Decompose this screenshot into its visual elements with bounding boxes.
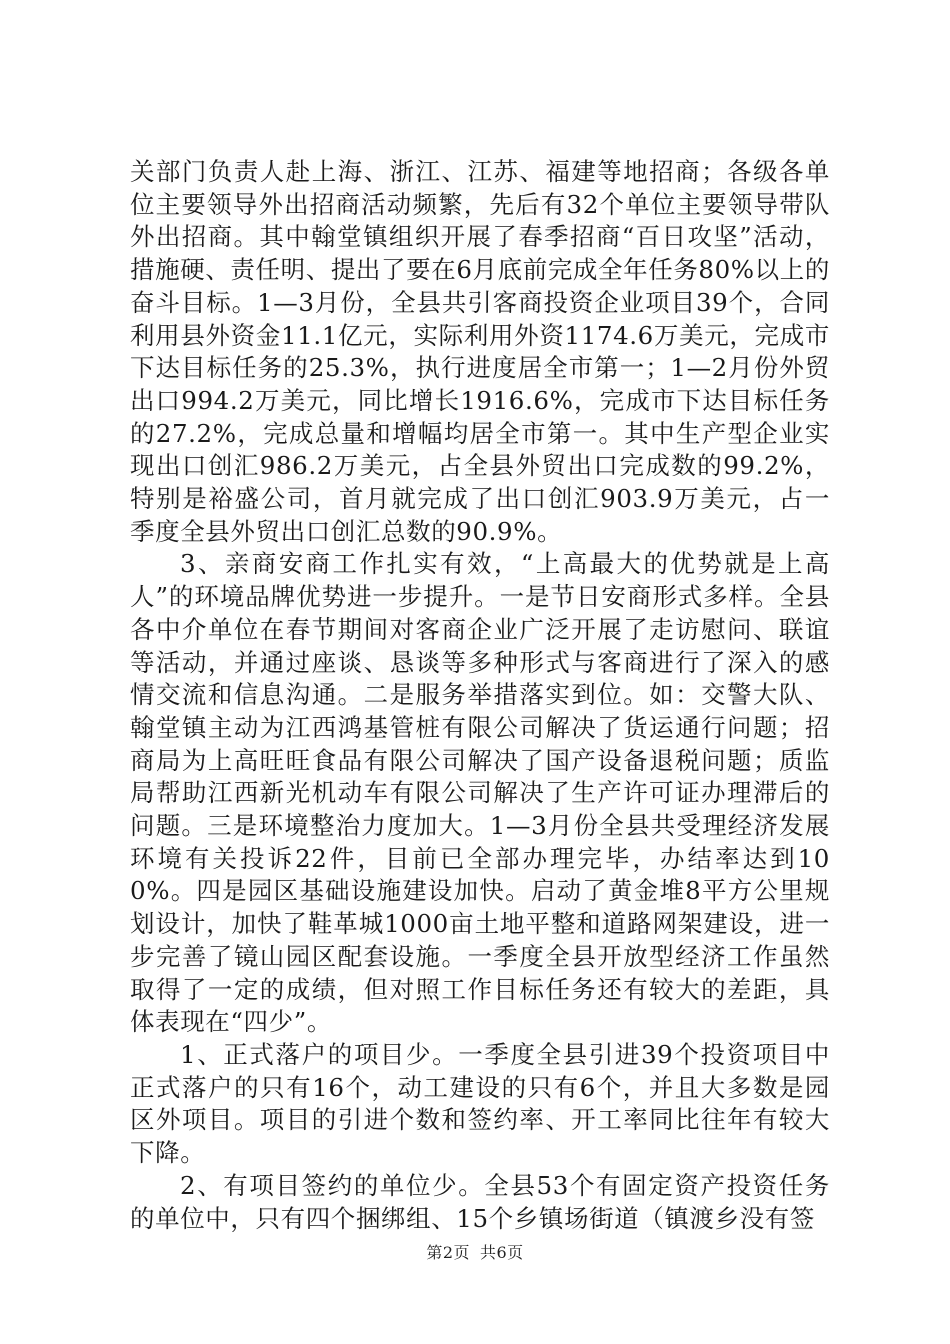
paragraph-business-environment: 3、亲商安商工作扎实有效，“上高最大的优势就是上高人”的环境品牌优势进一步提升。一是节日安商形式多样。全县各中介单位在春节期间对客商企业广泛开展了走访慰问、联谊等活动，并通过座谈、恳谈等多种形式与客商进行了深入的感情交流和信息沟通。二是服务举措落实到位。如：交警大队、翰堂镇主动为江西鸿基管桩有限公司解决了货运通行问题；招商局为上高旺旺食品有限公司解决了国产设备退税问题；质监局帮助江西新光机动车有限公司解决了生产许可证办理滞后的问题。三是环境整治力度加大。1—3月份全县共受理经济发展环境有关投诉22件，目前已全部办理完毕，办结率达到100%。四是园区基础设施建设加快。启动了黄金堆8平方公里规划设计，加快了鞋革城1000亩土地平整和道路网架建设，进一步完善了镜山园区配套设施。一季度全县开放型经济工作虽然取得了一定的成绩，但对照工作目标任务还有较大的差距，具体表现在“四少”。 <box>130 549 830 1037</box>
page-number: 第2页 <box>426 1243 470 1262</box>
paragraph-continuation: 关部门负责人赴上海、浙江、江苏、福建等地招商；各级各单位主要领导外出招商活动频繁，先后有32个单位主要领导带队外出招商。其中翰堂镇组织开展了春季招商“百日攻坚”活动，措施硬、责任明、提出了要在6月底前完成全年任务80%以上的奋斗目标。1—3月份，全县共引客商投资企业项目39个，合同利用县外资金11.1亿元，实际利用外资1174.6万美元，完成市下达目标任务的25.3%，执行进度居全市第一；1—2月份外贸出口994.2万美元，同比增长1916.6%，完成市下达目标任务的27.2%，完成总量和增幅均居全市第一。其中生产型企业实现出口创汇986.2万美元，占全县外贸出口完成数的99.2%，特别是裕盛公司，首月就完成了出口创汇903.9万美元，占一季度全县外贸出口创汇总数的90.9%。 <box>130 157 830 546</box>
document-body <box>130 156 830 1235</box>
paragraph-few-projects-settled: 1、正式落户的项目少。一季度全县引进39个投资项目中正式落户的只有16个，动工建设的只有6个，并且大多数是园区外项目。项目的引进个数和签约率、开工率同比往年有较大下降。 <box>130 1039 830 1168</box>
page-total: 共6页 <box>480 1243 524 1262</box>
page-footer <box>0 1240 950 1263</box>
paragraph-few-signing-units: 2、有项目签约的单位少。全县53个有固定资产投资任务的单位中，只有四个捆绑组、15个乡镇场街道（镇渡乡没有签 <box>130 1170 830 1233</box>
